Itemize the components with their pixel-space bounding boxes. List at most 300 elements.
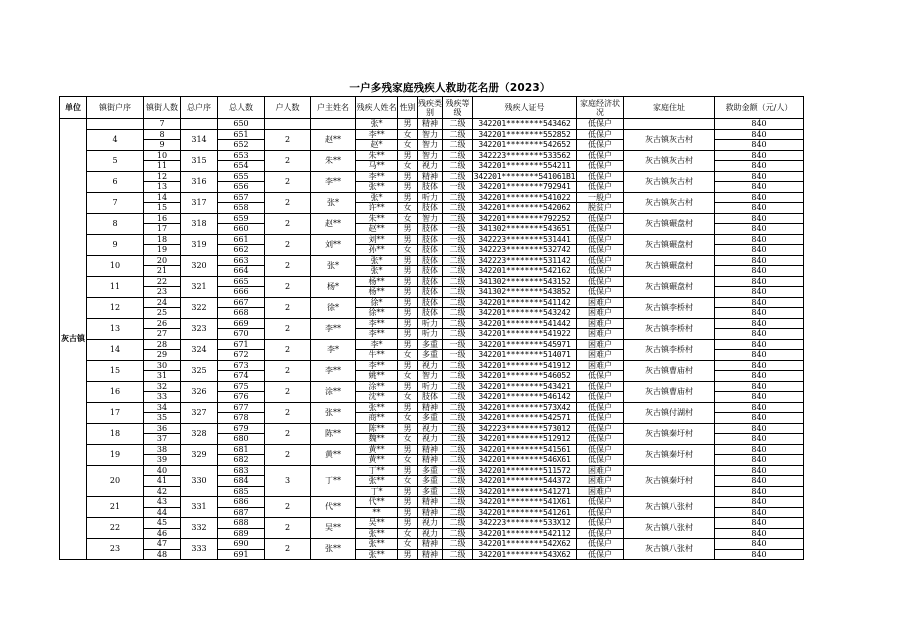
total-person-count-cell: 654 <box>218 161 265 172</box>
disability-grade-cell: 二级 <box>443 129 473 140</box>
address-cell: 灰古镇八张村 <box>624 497 715 518</box>
sex-cell: 女 <box>398 434 418 445</box>
economic-status-cell: 低保户 <box>577 518 624 529</box>
total-person-count-cell: 678 <box>218 413 265 424</box>
relief-amount-cell: 840 <box>715 234 804 245</box>
person-name-cell: 朱** <box>356 213 398 224</box>
household-size-cell: 2 <box>265 129 311 150</box>
sex-cell: 女 <box>398 203 418 214</box>
person-name-cell: 李* <box>356 339 398 350</box>
household-head-cell: 张** <box>311 402 356 423</box>
household-size-cell: 2 <box>265 297 311 318</box>
economic-status-cell: 低保户 <box>577 528 624 539</box>
person-name-cell: 吴** <box>356 518 398 529</box>
disability-grade-cell: 二级 <box>443 140 473 151</box>
disability-type-cell: 精神 <box>418 119 443 130</box>
total-person-count-cell: 653 <box>218 150 265 161</box>
certificate-number-cell: 342201********542652 <box>473 140 577 151</box>
certificate-number-cell: 342201********511572 <box>473 465 577 476</box>
sex-cell: 男 <box>398 192 418 203</box>
sex-cell: 男 <box>398 234 418 245</box>
certificate-number-cell: 342201********543242 <box>473 308 577 319</box>
person-name-cell: 张** <box>356 476 398 487</box>
disability-type-cell: 肢体 <box>418 297 443 308</box>
col-header-sex: 性别 <box>398 97 418 119</box>
col-header-household-head: 户主姓名 <box>311 97 356 119</box>
economic-status-cell: 脱贫户 <box>577 203 624 214</box>
disability-type-cell: 肢体 <box>418 224 443 235</box>
table-row <box>60 465 804 476</box>
sex-cell: 男 <box>398 465 418 476</box>
address-cell: 灰古镇曹庙村 <box>624 381 715 402</box>
economic-status-cell: 困难户 <box>577 360 624 371</box>
total-person-count-cell: 663 <box>218 255 265 266</box>
person-name-cell: 丁** <box>356 465 398 476</box>
household-head-cell: 黄** <box>311 444 356 465</box>
disability-type-cell: 多重 <box>418 339 443 350</box>
disability-type-cell: 精神 <box>418 549 443 560</box>
town-person-count-cell: 37 <box>144 434 181 445</box>
economic-status-cell: 低保户 <box>577 423 624 434</box>
total-person-count-cell: 679 <box>218 423 265 434</box>
address-cell: 灰古镇八张村 <box>624 518 715 539</box>
household-head-cell: 张* <box>311 255 356 276</box>
person-name-cell: 魏** <box>356 434 398 445</box>
economic-status-cell: 低保户 <box>577 171 624 182</box>
total-household-seq-cell: 327 <box>181 402 218 423</box>
economic-status-cell: 低保户 <box>577 392 624 403</box>
household-head-cell: 李** <box>311 360 356 381</box>
household-size-cell <box>265 119 311 130</box>
sex-cell: 男 <box>398 339 418 350</box>
disability-grade-cell: 二级 <box>443 171 473 182</box>
col-header-person-name: 残疾人姓名 <box>356 97 398 119</box>
table-row <box>60 192 804 203</box>
sex-cell: 男 <box>398 119 418 130</box>
total-person-count-cell: 652 <box>218 140 265 151</box>
header-row <box>60 97 804 119</box>
disability-type-cell: 精神 <box>418 539 443 550</box>
address-cell: 灰古镇曹庙村 <box>624 360 715 381</box>
disability-grade-cell: 二级 <box>443 518 473 529</box>
col-header-unit: 单位 <box>60 97 87 119</box>
economic-status-cell: 低保户 <box>577 129 624 140</box>
disability-grade-cell: 一级 <box>443 465 473 476</box>
relief-amount-cell: 840 <box>715 360 804 371</box>
town-household-seq-cell: 23 <box>87 539 144 560</box>
town-person-count-cell: 39 <box>144 455 181 466</box>
household-head-cell: 陈** <box>311 423 356 444</box>
disability-grade-cell: 二级 <box>443 192 473 203</box>
col-header-relief-amount: 救助金额（元/人） <box>715 97 804 119</box>
col-header-town-household-seq: 镇街户序 <box>87 97 144 119</box>
town-person-count-cell: 17 <box>144 224 181 235</box>
town-person-count-cell: 20 <box>144 255 181 266</box>
town-household-seq-cell: 15 <box>87 360 144 381</box>
total-person-count-cell: 677 <box>218 402 265 413</box>
address-cell: 灰古镇碾盘村 <box>624 255 715 276</box>
town-person-count-cell: 42 <box>144 486 181 497</box>
table-row <box>60 119 804 130</box>
sex-cell: 男 <box>398 402 418 413</box>
address-cell: 灰古镇付湖村 <box>624 402 715 423</box>
total-person-count-cell: 656 <box>218 182 265 193</box>
relief-amount-cell: 840 <box>715 339 804 350</box>
person-name-cell: 张** <box>356 528 398 539</box>
relief-amount-cell: 840 <box>715 129 804 140</box>
total-household-seq-cell: 325 <box>181 360 218 381</box>
disability-grade-cell: 二级 <box>443 266 473 277</box>
disability-type-cell: 多重 <box>418 486 443 497</box>
household-size-cell: 2 <box>265 360 311 381</box>
household-size-cell: 2 <box>265 234 311 255</box>
address-cell <box>624 119 715 130</box>
total-household-seq-cell: 329 <box>181 444 218 465</box>
address-cell: 灰古镇李桥村 <box>624 339 715 360</box>
household-head-cell: 张* <box>311 192 356 213</box>
certificate-number-cell: 342201********541922 <box>473 329 577 340</box>
total-person-count-cell: 665 <box>218 276 265 287</box>
economic-status-cell: 低保户 <box>577 266 624 277</box>
total-person-count-cell: 688 <box>218 518 265 529</box>
relief-amount-cell: 840 <box>715 486 804 497</box>
sex-cell: 男 <box>398 507 418 518</box>
household-size-cell: 2 <box>265 318 311 339</box>
person-name-cell: 张** <box>356 539 398 550</box>
town-person-count-cell: 19 <box>144 245 181 256</box>
disability-grade-cell: 二级 <box>443 381 473 392</box>
disability-type-cell: 肢体 <box>418 182 443 193</box>
certificate-number-cell: 342223********531441 <box>473 234 577 245</box>
total-person-count-cell: 662 <box>218 245 265 256</box>
total-person-count-cell: 661 <box>218 234 265 245</box>
relief-amount-cell: 840 <box>715 161 804 172</box>
disability-type-cell: 精神 <box>418 171 443 182</box>
person-name-cell: 杨** <box>356 276 398 287</box>
col-header-disability-grade: 残疾等级 <box>443 97 473 119</box>
certificate-number-cell: 342201********541261 <box>473 507 577 518</box>
address-cell: 灰古镇李桥村 <box>624 297 715 318</box>
sex-cell: 男 <box>398 329 418 340</box>
economic-status-cell: 困难户 <box>577 329 624 340</box>
disability-type-cell: 视力 <box>418 528 443 539</box>
certificate-number-cell: 342201********546142 <box>473 392 577 403</box>
town-person-count-cell: 22 <box>144 276 181 287</box>
economic-status-cell: 低保户 <box>577 234 624 245</box>
relief-amount-cell: 840 <box>715 423 804 434</box>
relief-amount-cell: 840 <box>715 350 804 361</box>
disability-grade-cell: 二级 <box>443 371 473 382</box>
town-person-count-cell: 46 <box>144 528 181 539</box>
household-size-cell: 2 <box>265 276 311 297</box>
total-household-seq-cell: 314 <box>181 129 218 150</box>
total-household-seq-cell: 319 <box>181 234 218 255</box>
disability-type-cell: 多重 <box>418 476 443 487</box>
economic-status-cell: 困难户 <box>577 486 624 497</box>
person-name-cell: 沈** <box>356 392 398 403</box>
total-person-count-cell: 689 <box>218 528 265 539</box>
economic-status-cell: 低保户 <box>577 444 624 455</box>
total-household-seq-cell: 318 <box>181 213 218 234</box>
economic-status-cell: 低保户 <box>577 213 624 224</box>
table-row <box>60 234 804 245</box>
total-household-seq-cell: 317 <box>181 192 218 213</box>
disability-grade-cell: 二级 <box>443 276 473 287</box>
table-row <box>60 497 804 508</box>
disability-grade-cell: 二级 <box>443 423 473 434</box>
person-name-cell: 李** <box>356 360 398 371</box>
town-person-count-cell: 27 <box>144 329 181 340</box>
household-size-cell: 2 <box>265 339 311 360</box>
household-head-cell: 朱** <box>311 150 356 171</box>
total-person-count-cell: 674 <box>218 371 265 382</box>
economic-status-cell: 低保户 <box>577 402 624 413</box>
relief-amount-cell: 840 <box>715 392 804 403</box>
economic-status-cell: 困难户 <box>577 297 624 308</box>
person-name-cell: ** <box>356 507 398 518</box>
certificate-number-cell: 342223********532742 <box>473 245 577 256</box>
disability-type-cell: 听力 <box>418 192 443 203</box>
address-cell: 灰古镇碾盘村 <box>624 213 715 234</box>
economic-status-cell: 困难户 <box>577 476 624 487</box>
town-person-count-cell: 16 <box>144 213 181 224</box>
person-name-cell: 张* <box>356 255 398 266</box>
relief-amount-cell: 840 <box>715 539 804 550</box>
town-household-seq-cell: 8 <box>87 213 144 234</box>
certificate-number-cell: 342201********541271 <box>473 486 577 497</box>
town-person-count-cell: 36 <box>144 423 181 434</box>
household-size-cell: 2 <box>265 255 311 276</box>
sex-cell: 女 <box>398 129 418 140</box>
disability-grade-cell: 一级 <box>443 339 473 350</box>
sex-cell: 男 <box>398 549 418 560</box>
relief-amount-cell: 840 <box>715 245 804 256</box>
disability-type-cell: 肢体 <box>418 245 443 256</box>
economic-status-cell: 低保户 <box>577 255 624 266</box>
household-head-cell: 李** <box>311 171 356 192</box>
economic-status-cell: 低保户 <box>577 371 624 382</box>
sex-cell: 女 <box>398 539 418 550</box>
total-person-count-cell: 670 <box>218 329 265 340</box>
town-household-seq-cell: 6 <box>87 171 144 192</box>
household-head-cell: 刘** <box>311 234 356 255</box>
household-head-cell: 李* <box>311 339 356 360</box>
disability-type-cell: 精神 <box>418 455 443 466</box>
town-person-count-cell: 43 <box>144 497 181 508</box>
relief-amount-cell: 840 <box>715 465 804 476</box>
address-cell: 灰古镇秦圩村 <box>624 423 715 444</box>
town-person-count-cell: 14 <box>144 192 181 203</box>
total-household-seq-cell: 316 <box>181 171 218 192</box>
household-head-cell: 丁** <box>311 465 356 497</box>
total-household-seq-cell: 320 <box>181 255 218 276</box>
town-person-count-cell: 11 <box>144 161 181 172</box>
household-head-cell: 徐* <box>311 297 356 318</box>
sex-cell: 男 <box>398 318 418 329</box>
relief-amount-cell: 840 <box>715 381 804 392</box>
disability-grade-cell: 二级 <box>443 360 473 371</box>
certificate-number-cell: 342201********544372 <box>473 476 577 487</box>
address-cell: 灰古镇灰古村 <box>624 129 715 150</box>
disability-grade-cell: 二级 <box>443 255 473 266</box>
relief-amount-cell: 840 <box>715 434 804 445</box>
disability-type-cell: 精神 <box>418 497 443 508</box>
town-person-count-cell: 15 <box>144 203 181 214</box>
table-row <box>60 539 804 550</box>
town-household-seq-cell: 10 <box>87 255 144 276</box>
sex-cell: 女 <box>398 476 418 487</box>
total-person-count-cell: 666 <box>218 287 265 298</box>
town-person-count-cell: 44 <box>144 507 181 518</box>
sex-cell: 男 <box>398 150 418 161</box>
person-name-cell: 李** <box>356 329 398 340</box>
total-person-count-cell: 651 <box>218 129 265 140</box>
disability-type-cell: 听力 <box>418 318 443 329</box>
sex-cell: 女 <box>398 528 418 539</box>
table-row <box>60 518 804 529</box>
roster-body <box>60 119 804 560</box>
household-size-cell: 2 <box>265 213 311 234</box>
total-person-count-cell: 675 <box>218 381 265 392</box>
household-size-cell: 2 <box>265 497 311 518</box>
person-name-cell: 徐* <box>356 297 398 308</box>
town-household-seq-cell: 5 <box>87 150 144 171</box>
town-household-seq-cell: 7 <box>87 192 144 213</box>
person-name-cell: 赵* <box>356 140 398 151</box>
table-row <box>60 276 804 287</box>
town-person-count-cell: 25 <box>144 308 181 319</box>
person-name-cell: 涂** <box>356 381 398 392</box>
relief-amount-cell: 840 <box>715 276 804 287</box>
relief-amount-cell: 840 <box>715 476 804 487</box>
table-row <box>60 171 804 182</box>
table-row <box>60 297 804 308</box>
town-person-count-cell: 13 <box>144 182 181 193</box>
col-header-economic-status: 家庭经济状况 <box>577 97 624 119</box>
town-household-seq-cell: 22 <box>87 518 144 539</box>
certificate-number-cell: 342223********533562 <box>473 150 577 161</box>
disability-type-cell: 智力 <box>418 150 443 161</box>
relief-amount-cell: 840 <box>715 455 804 466</box>
economic-status-cell: 一般户 <box>577 192 624 203</box>
household-head-cell: 张** <box>311 539 356 560</box>
person-name-cell: 牛** <box>356 350 398 361</box>
total-household-seq-cell: 322 <box>181 297 218 318</box>
disability-grade-cell: 二级 <box>443 287 473 298</box>
disability-type-cell: 多重 <box>418 413 443 424</box>
total-person-count-cell: 673 <box>218 360 265 371</box>
total-person-count-cell: 686 <box>218 497 265 508</box>
sex-cell: 女 <box>398 245 418 256</box>
disability-type-cell: 智力 <box>418 213 443 224</box>
col-header-total-household-seq: 总户序 <box>181 97 218 119</box>
col-header-household-size: 户人数 <box>265 97 311 119</box>
certificate-number-cell: 341302********543651 <box>473 224 577 235</box>
total-person-count-cell: 659 <box>218 213 265 224</box>
town-person-count-cell: 10 <box>144 150 181 161</box>
certificate-number-cell: 342201********542X62 <box>473 539 577 550</box>
address-cell: 灰古镇秦圩村 <box>624 465 715 497</box>
economic-status-cell: 低保户 <box>577 507 624 518</box>
person-name-cell: 许** <box>356 203 398 214</box>
town-household-seq-cell: 17 <box>87 402 144 423</box>
total-household-seq-cell: 331 <box>181 497 218 518</box>
total-household-seq-cell: 315 <box>181 150 218 171</box>
person-name-cell: 黄** <box>356 444 398 455</box>
relief-amount-cell: 840 <box>715 549 804 560</box>
total-person-count-cell: 655 <box>218 171 265 182</box>
household-head-cell: 李** <box>311 318 356 339</box>
certificate-number-cell: 342201********554211 <box>473 161 577 172</box>
person-name-cell: 张* <box>356 266 398 277</box>
sex-cell: 女 <box>398 140 418 151</box>
household-size-cell: 2 <box>265 423 311 444</box>
certificate-number-cell: 342201********792941 <box>473 182 577 193</box>
certificate-number-cell: 341302********543152 <box>473 276 577 287</box>
person-name-cell: 张* <box>356 192 398 203</box>
total-person-count-cell: 687 <box>218 507 265 518</box>
economic-status-cell: 困难户 <box>577 350 624 361</box>
person-name-cell: 马** <box>356 161 398 172</box>
person-name-cell: 朱** <box>356 150 398 161</box>
disability-type-cell: 智力 <box>418 129 443 140</box>
household-head-cell: 吴** <box>311 518 356 539</box>
col-header-total-person-count: 总人数 <box>218 97 265 119</box>
total-person-count-cell: 657 <box>218 192 265 203</box>
address-cell: 灰古镇秦圩村 <box>624 444 715 465</box>
disability-grade-cell: 二级 <box>443 119 473 130</box>
town-person-count-cell: 30 <box>144 360 181 371</box>
disability-type-cell: 精神 <box>418 507 443 518</box>
table-row <box>60 255 804 266</box>
disability-grade-cell: 二级 <box>443 455 473 466</box>
economic-status-cell: 低保户 <box>577 497 624 508</box>
town-person-count-cell: 12 <box>144 171 181 182</box>
person-name-cell: 孙** <box>356 245 398 256</box>
table-row <box>60 150 804 161</box>
sex-cell: 女 <box>398 213 418 224</box>
sex-cell: 男 <box>398 287 418 298</box>
total-household-seq-cell: 332 <box>181 518 218 539</box>
sex-cell: 男 <box>398 423 418 434</box>
disability-type-cell: 肢体 <box>418 203 443 214</box>
economic-status-cell: 低保户 <box>577 140 624 151</box>
disability-type-cell: 肢体 <box>418 255 443 266</box>
economic-status-cell: 低保户 <box>577 161 624 172</box>
economic-status-cell: 低保户 <box>577 276 624 287</box>
economic-status-cell: 低保户 <box>577 434 624 445</box>
total-person-count-cell: 681 <box>218 444 265 455</box>
certificate-number-cell: 342201********792252 <box>473 213 577 224</box>
disability-grade-cell: 二级 <box>443 528 473 539</box>
household-size-cell: 2 <box>265 381 311 402</box>
total-person-count-cell: 660 <box>218 224 265 235</box>
relief-amount-cell: 840 <box>715 171 804 182</box>
disability-grade-cell: 一级 <box>443 234 473 245</box>
certificate-number-cell: 342223********573012 <box>473 423 577 434</box>
col-header-disability-type: 残疾类别 <box>418 98 442 117</box>
sex-cell: 男 <box>398 518 418 529</box>
town-person-count-cell: 35 <box>144 413 181 424</box>
economic-status-cell: 困难户 <box>577 308 624 319</box>
total-household-seq-cell: 321 <box>181 276 218 297</box>
town-person-count-cell: 45 <box>144 518 181 529</box>
town-person-count-cell: 41 <box>144 476 181 487</box>
certificate-number-cell: 342201********512912 <box>473 434 577 445</box>
person-name-cell: 李** <box>356 318 398 329</box>
person-name-cell: 李** <box>356 171 398 182</box>
relief-amount-cell: 840 <box>715 371 804 382</box>
